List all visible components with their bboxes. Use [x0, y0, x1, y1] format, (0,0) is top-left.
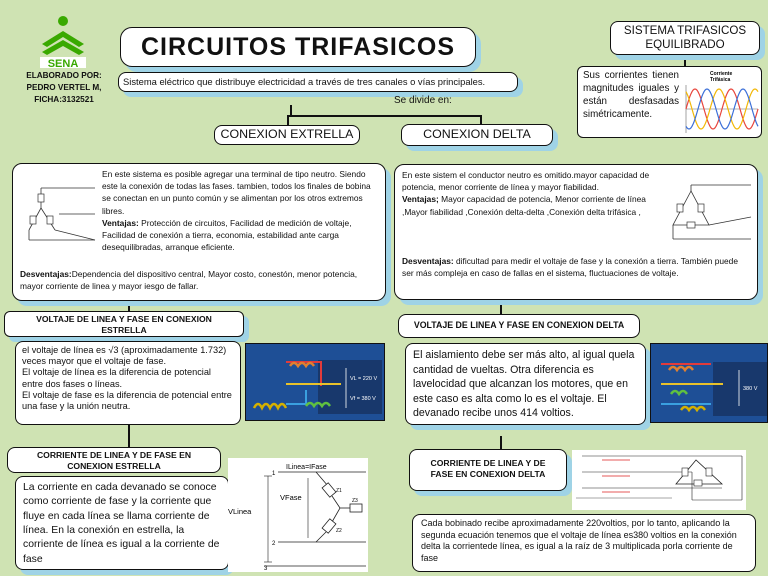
- diagram-n1: 1: [272, 471, 276, 477]
- star-voltage-label-vf: Vf = 380 V: [350, 396, 376, 402]
- diagram-n3: 3: [264, 566, 268, 572]
- balanced-title-line1: SISTEMA TRIFASICOS: [623, 24, 747, 37]
- star-current-diagram: [228, 458, 368, 572]
- star-advantages-text: Protección de circuitos, Facilidad de medición de voltaje, Facilidad de conexión a tierra, economia, estabilidad ante carga desequilibradas, arranque eficiente.: [102, 217, 352, 253]
- diagram-label-vlinea: VLinea: [228, 507, 252, 516]
- author-ficha: FICHA:3132521: [34, 94, 94, 104]
- sena-logo: [38, 14, 88, 70]
- author-name: PEDRO VERTEL M,: [26, 82, 102, 92]
- star-content-box: [12, 163, 386, 301]
- delta-voltage-text-box: [405, 343, 646, 425]
- star-title: CONEXION EXTRELLA: [220, 127, 354, 141]
- definition-text: Sistema eléctrico que distribuye electricidad a través de tres canales o vías principales.: [123, 76, 486, 87]
- delta-current-title-box: [409, 449, 567, 491]
- diagram-label-vfase: VFase: [280, 493, 302, 502]
- star-title-box: [214, 125, 360, 145]
- star-current-title-box: [7, 447, 221, 473]
- balanced-title-box: [610, 21, 760, 55]
- diagram-z2: Z2: [336, 528, 342, 534]
- delta-current-text-box: [412, 514, 756, 572]
- delta-voltage-image: [650, 343, 768, 423]
- star-description: En este sistema es posible agregar una terminal de tipo neutro. Siendo este la conexión de todas las fases. tambien, todos los finales de bobina se conectan en un punto común y se alimentan por los otros extremos libres.: [102, 169, 371, 216]
- delta-advantages-text: Mayor capacidad de potencia, Menor corriente de línea ,Mayor fiabilidad ,Conexión delta-delta ,Conexión delta trifásica ,: [402, 194, 646, 217]
- delta-voltage-title: VOLTAJE DE LINEA Y FASE EN CONEXION DELTA: [413, 320, 625, 330]
- title-box: [120, 27, 476, 67]
- delta-disadvantages: [395, 251, 757, 283]
- diagram-z1: Z1: [336, 488, 342, 494]
- connector: [287, 115, 482, 117]
- delta-voltage-text: El aislamiento debe ser más alto, al igual quela cantidad de vueltas. Otra diferencia es lavelocidad que alcanzan los motores, que en este caso es alta como lo es el voltaje. El devanado recibe unos 414 voltios.: [413, 349, 635, 420]
- delta-disadvantages-text: dificultad para medir el voltaje de fase y la conexión a tierra. También puede ser más compleja en caso de fallas en el sistema, fluctuaciones de voltaje.: [402, 256, 738, 279]
- author-label: ELABORADO POR:: [26, 71, 102, 80]
- star-voltage-text: [16, 342, 240, 415]
- star-current-text: La corriente en cada devanado se conoce como corriente de fase y la corriente que fluye en cada línea se llama corriente de línea. En la conexión en estrella, la corriente de línea es igual a la corriente de fase: [23, 482, 220, 565]
- star-voltage-text-a: el voltaje de línea es: [22, 345, 109, 355]
- balanced-content-box: [577, 66, 762, 138]
- star-disadvantages-label: Desventajas:: [20, 269, 72, 279]
- star-paragraph: [95, 164, 385, 257]
- connector: [500, 436, 502, 450]
- connector: [128, 424, 130, 448]
- diagram-z3: Z3: [352, 498, 358, 504]
- chart-title-line2: Trifásica: [710, 77, 731, 83]
- delta-title-box: [401, 124, 553, 146]
- star-disadvantages-text: Dependencia del dispositivo central, Mayor costo, conestón, menor potencia, mayor corriente de linea y mayor iesgo de fallar.: [20, 269, 358, 292]
- delta-disadvantages-label: Desventajas:: [402, 256, 454, 266]
- delta-current-diagram: [572, 450, 746, 510]
- delta-description: En este sistem el conductor neutro es omitido.mayor capacidad de potencia, menor corriente de línea y mayor fiabilidad.: [402, 170, 650, 193]
- delta-current-text: Cada bobinado recibe aproximadamente 220voltios, por lo tanto, aplicando la segunda ecuación tenemos que el voltaje de línea es380 voltios en la conexión delta la corrientede línea, es igual a la raíz de 3 multiplicada porla corriente de fase: [421, 518, 737, 564]
- delta-voltage-title-box: [398, 314, 640, 338]
- connector: [500, 300, 502, 314]
- delta-title: CONEXION DELTA: [423, 127, 531, 141]
- star-advantages-label: Ventajas:: [102, 217, 139, 228]
- delta-voltage-label: 380 V: [743, 386, 758, 392]
- star-circuit-diagram: [19, 174, 99, 244]
- author-block: [8, 70, 120, 106]
- star-voltage-title-box: [4, 311, 244, 337]
- delta-paragraph: [395, 165, 665, 222]
- delta-advantages-label: Ventajas;: [402, 194, 439, 205]
- star-voltage-text-b: (aproximadamente 1.732) veces mayor que el voltaje de fase.: [22, 345, 227, 367]
- star-voltage-text-c: El voltaje de línea es la diferencia de potencial entre dos fases o líneas.: [22, 367, 211, 389]
- star-voltage-title-line1: VOLTAJE DE LINEA Y FASE EN CONEXION: [36, 314, 212, 324]
- delta-circuit-diagram: [665, 173, 755, 251]
- three-phase-chart: [682, 69, 760, 135]
- definition-box: [118, 72, 518, 92]
- star-current-text-box: [15, 476, 229, 570]
- divide-text: Se divide en:: [394, 95, 452, 106]
- delta-content-box: [394, 164, 758, 300]
- star-voltage-text-box: [15, 341, 241, 425]
- balanced-text: Sus corrientes tienen magnitudes iguales y están desfasadas simétricamente.: [583, 70, 679, 120]
- delta-current-title-line2: FASE EN CONEXION DELTA: [430, 469, 546, 480]
- chart-title-line1: Corriente: [710, 71, 733, 77]
- page-title: CIRCUITOS TRIFASICOS: [140, 33, 455, 61]
- sqrt-symbol: √3: [108, 345, 119, 355]
- diagram-label-ilinea: ILinea=IFase: [286, 464, 327, 471]
- star-voltage-title-line2: ESTRELLA: [101, 324, 147, 335]
- balanced-title-line2: EQUILIBRADO: [645, 38, 725, 52]
- star-disadvantages: [13, 264, 383, 296]
- star-voltage-label-vl: VL = 220 V: [350, 376, 378, 382]
- delta-current-title-line1: CORRIENTE DE LINEA Y DE: [430, 458, 546, 468]
- star-current-title-line2: CONEXION ESTRELLA: [67, 460, 161, 471]
- sena-logo-text: SENA: [47, 58, 79, 70]
- diagram-n2: 2: [272, 541, 276, 547]
- star-current-title-line1: CORRIENTE DE LINEA Y DE FASE EN: [36, 450, 192, 460]
- star-voltage-text-d: El voltaje de fase es la diferencia de potencial entre una fase y la unión neutra.: [22, 389, 232, 412]
- star-voltage-image: [245, 343, 385, 421]
